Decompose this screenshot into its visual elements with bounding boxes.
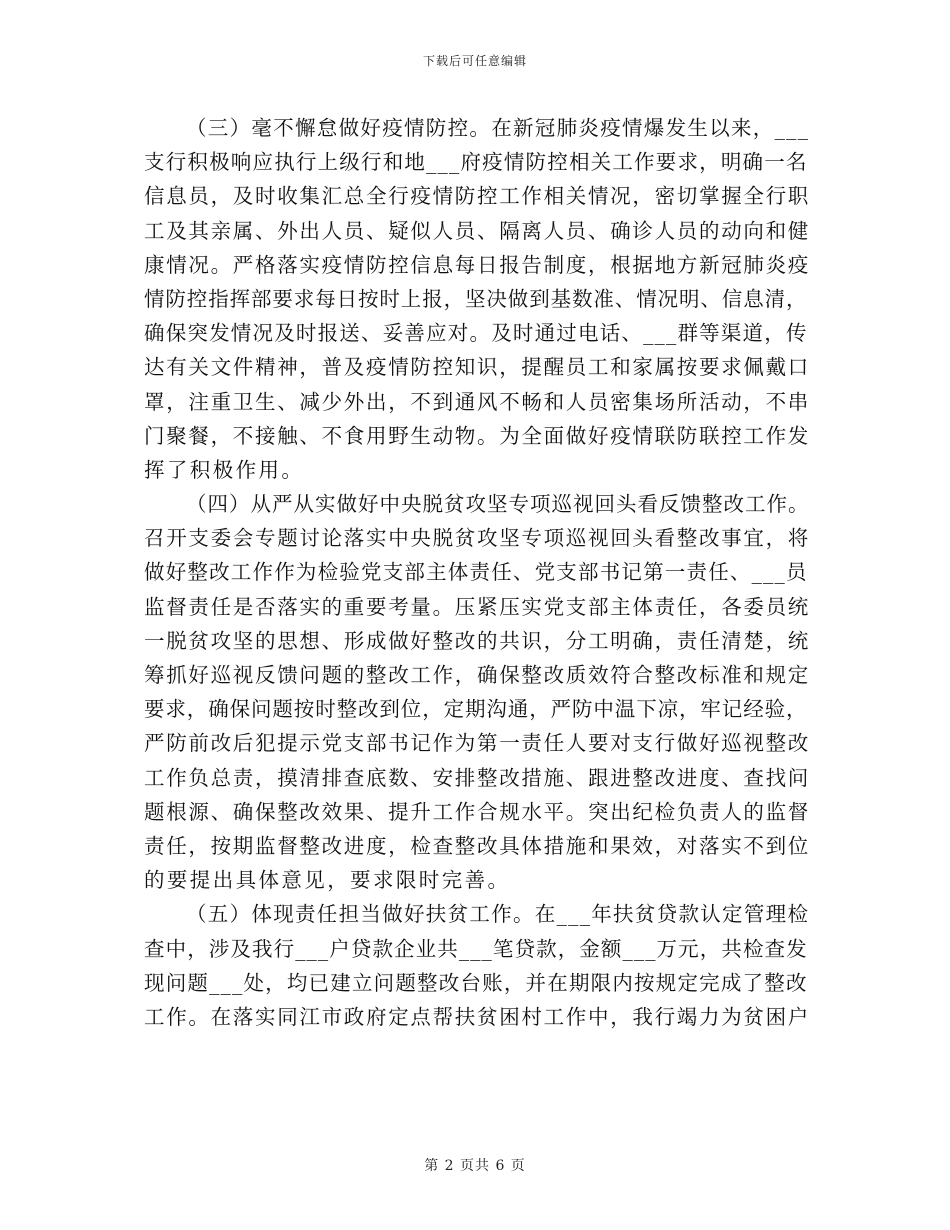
text-line: 现问题___处，均已建立问题整改台账，并在期限内按规定完成了整改 bbox=[144, 970, 808, 995]
text-line: （五）体现责任担当做好扶贫工作。在___年扶贫贷款认定管理检 bbox=[186, 902, 810, 927]
document-body bbox=[144, 111, 810, 1034]
text-line: （三）毫不懈怠做好疫情防控。在新冠肺炎疫情爆发生以来，___ bbox=[186, 116, 810, 140]
paragraph-4 bbox=[144, 487, 810, 897]
text-line: 门聚餐，不接触、不食用野生动物。为全面做好疫情联防联控工作发 bbox=[144, 423, 810, 448]
text-line: 召开支委会专题讨论落实中央脱贫攻坚专项巡视回头看整改事宜，将 bbox=[144, 526, 810, 551]
text-line: 严防前改后犯提示党支部书记作为第一责任人要对支行做好巡视整改 bbox=[144, 731, 810, 756]
page-header: 下载后可任意编辑 bbox=[422, 54, 527, 68]
text-line: 情防控指挥部要求每日按时上报，坚决做到基数准、情况明、信息清， bbox=[144, 286, 808, 311]
text-line: 的要提出具体意见，要求限时完善。 bbox=[144, 868, 511, 893]
text-line: 责任，按期监督整改进度，检查整改具体措施和果效，对落实不到位 bbox=[144, 833, 810, 858]
text-line: 罩，注重卫生、减少外出，不到通风不畅和人员密集场所活动，不串 bbox=[144, 389, 810, 414]
text-line: 查中，涉及我行___户贷款企业共___笔贷款，金额___万元，共检查发 bbox=[144, 936, 808, 961]
text-line: 工作负总责，摸清排查底数、安排整改措施、跟进整改进度、查找问 bbox=[144, 765, 810, 790]
text-line: 达有关文件精神，普及疫情防控知识，提醒员工和家属按要求佩戴口 bbox=[144, 355, 810, 380]
text-line: 支行积极响应执行上级行和地___府疫情防控相关工作要求，明确一名 bbox=[144, 150, 808, 175]
text-line: 工及其亲属、外出人员、疑似人员、隔离人员、确诊人员的动向和健 bbox=[144, 218, 810, 243]
text-line: 做好整改工作作为检验党支部主体责任、党支部书记第一责任、___员 bbox=[144, 560, 808, 585]
page-footer: 第 2 页共 6 页 bbox=[424, 1158, 526, 1174]
text-line: 题根源、确保整改效果、提升工作合规水平。突出纪检负责人的监督 bbox=[144, 799, 810, 824]
text-line: 监督责任是否落实的重要考量。压紧压实党支部主体责任，各委员统 bbox=[144, 594, 810, 619]
text-line: 康情况。严格落实疫情防控信息每日报告制度，根据地方新冠肺炎疫 bbox=[144, 252, 810, 277]
text-line: 确保突发情况及时报送、妥善应对。及时通过电话、___群等渠道，传 bbox=[144, 321, 808, 346]
paragraph-3 bbox=[144, 111, 810, 487]
text-line: 一脱贫攻坚的思想、形成做好整改的共识，分工明确，责任清楚，统 bbox=[144, 628, 810, 653]
text-line: 工作。在落实同江市政府定点帮扶贫困村工作中，我行竭力为贫困户 bbox=[144, 1004, 810, 1029]
text-line: （四）从严从实做好中央脱贫攻坚专项巡视回头看反馈整改工作。 bbox=[186, 492, 810, 517]
paragraph-5 bbox=[144, 897, 810, 1034]
text-line: 要求，确保问题按时整改到位，定期沟通，严防中温下凉，牢记经验， bbox=[144, 697, 808, 722]
text-line: 挥了积极作用。 bbox=[144, 457, 305, 482]
text-line: 筹抓好巡视反馈问题的整改工作，确保整改质效符合整改标准和规定 bbox=[144, 663, 810, 687]
text-line: 信息员，及时收集汇总全行疫情防控工作相关情况，密切掌握全行职 bbox=[144, 184, 810, 209]
